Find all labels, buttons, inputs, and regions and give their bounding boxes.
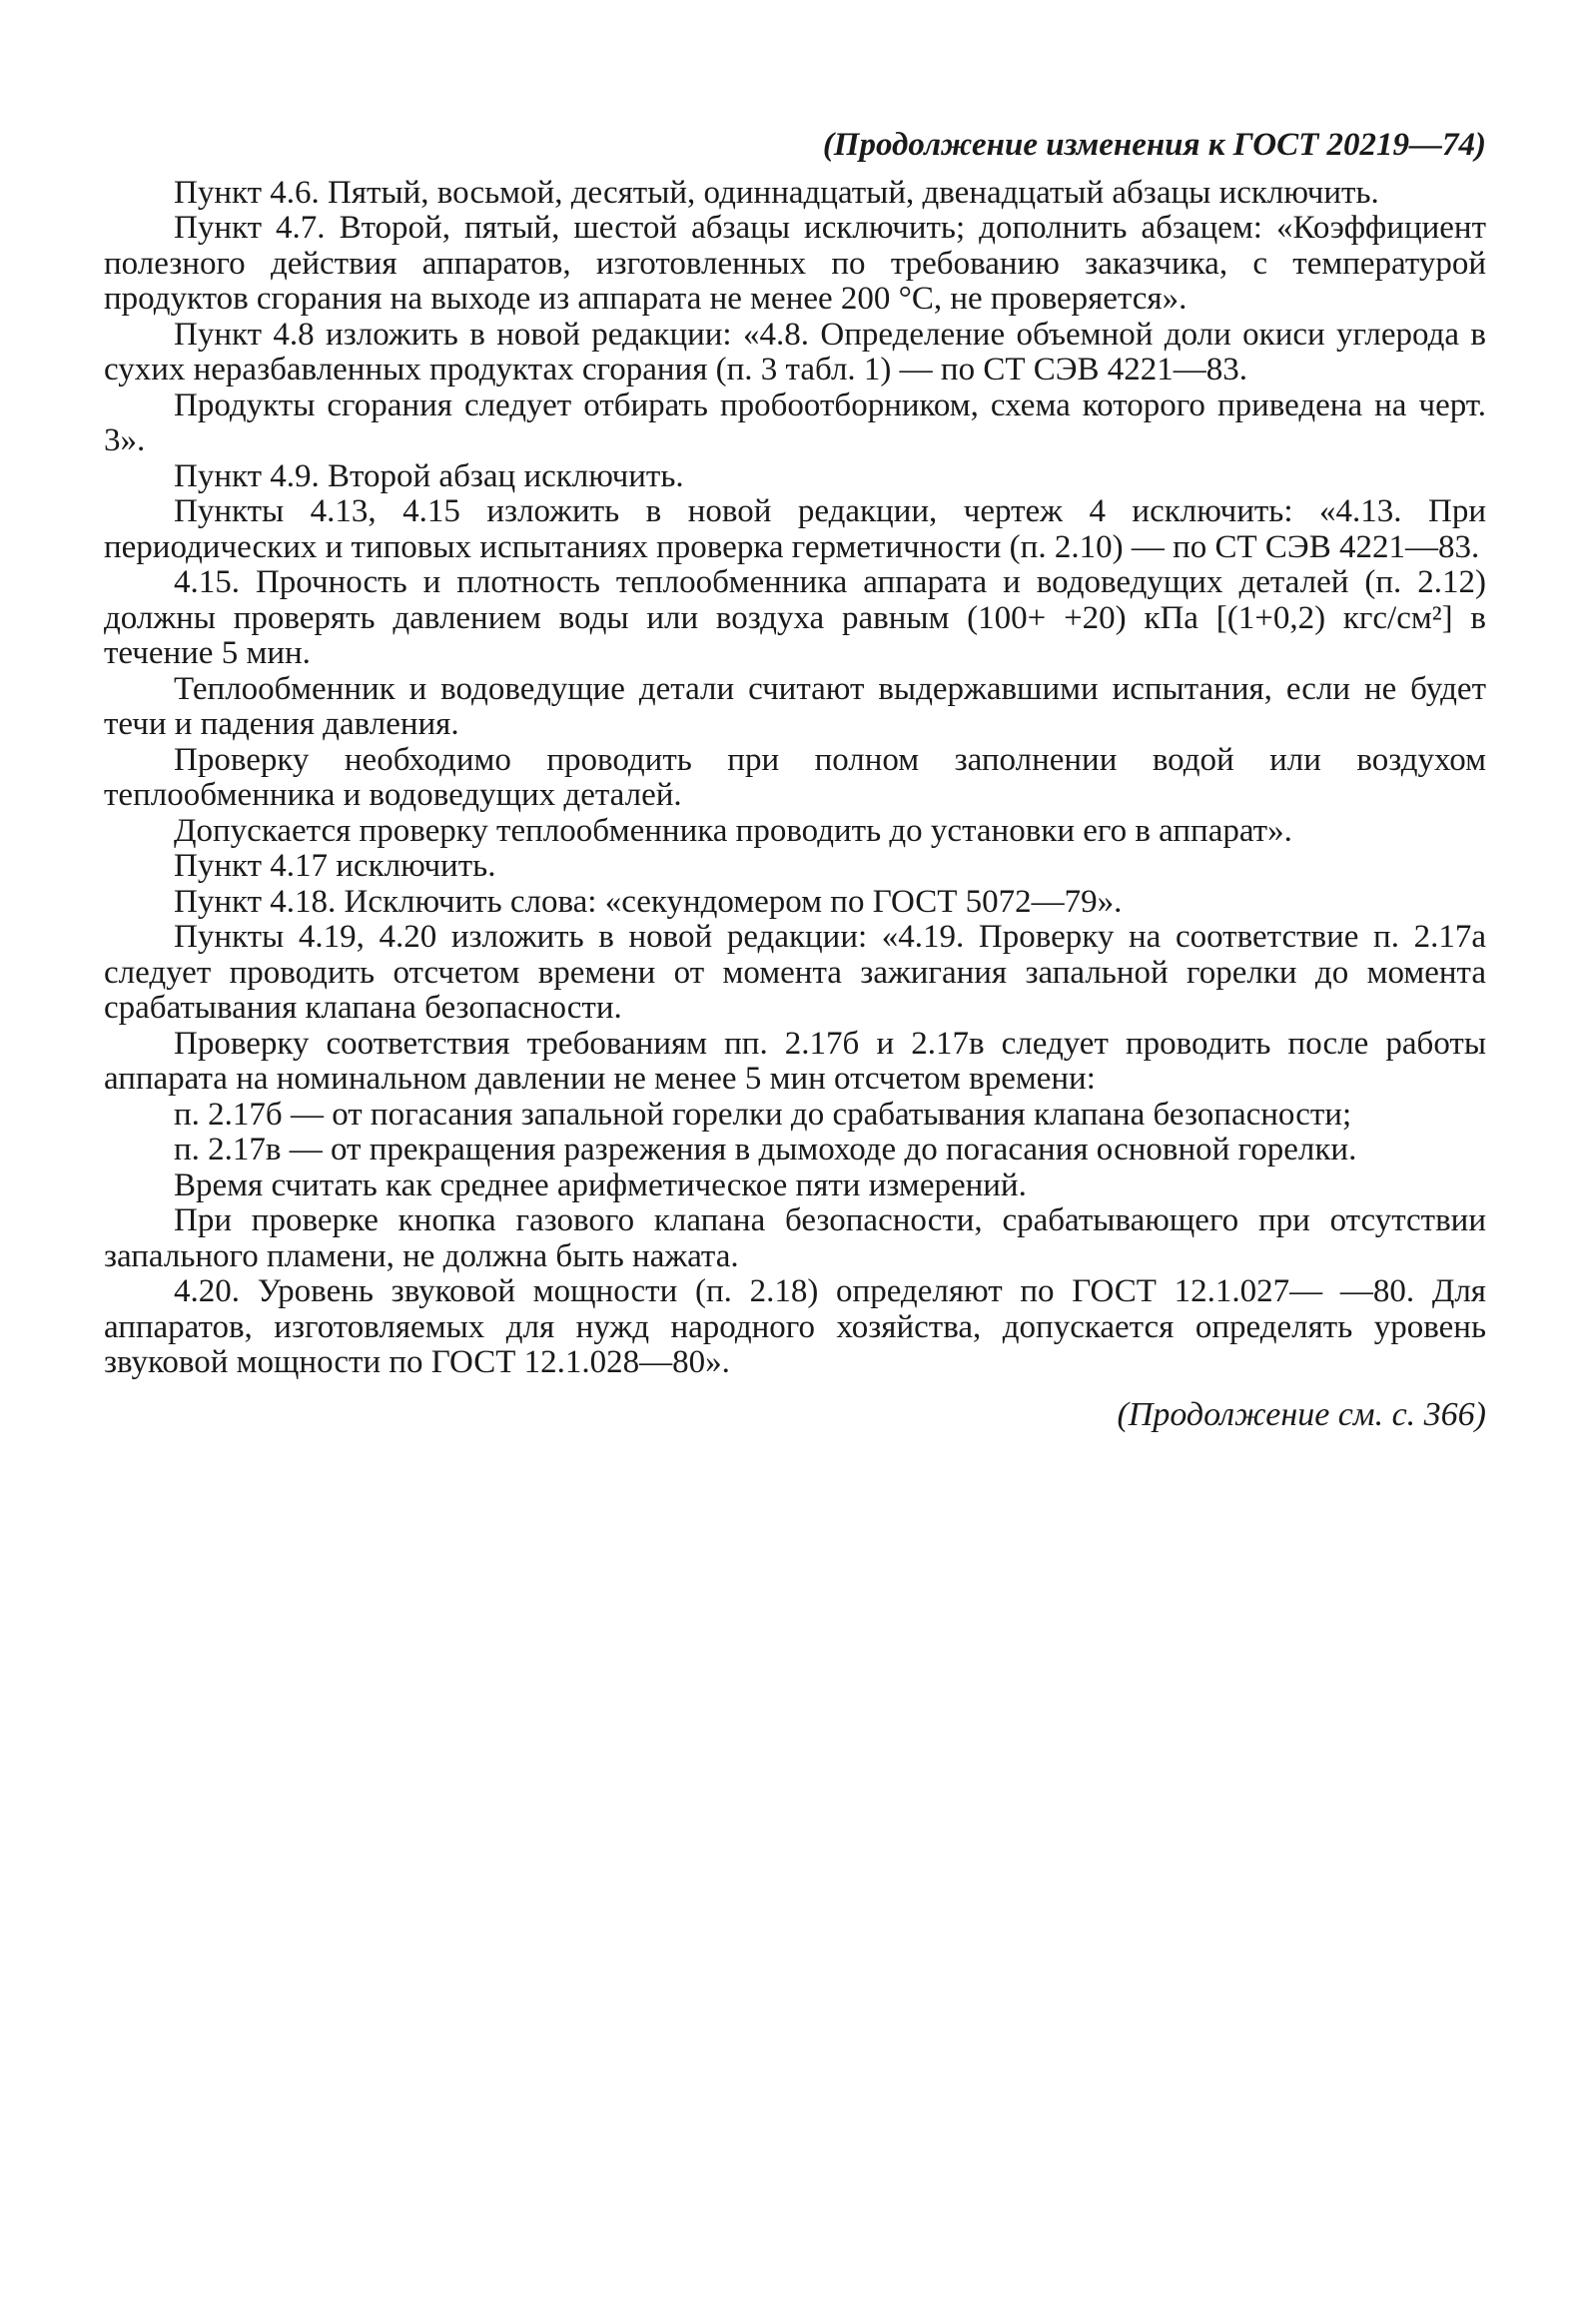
paragraph: Время считать как среднее арифметическое пяти измерений. [174,1166,1027,1203]
paragraph: Пункт 4.8 изложить в новой редакции: «4.8. Определение объемной доли окиси углерода в сухих неразбавленных продуктах сгорания (п. 3 табл. 1) — по СТ СЭВ 4221—83. [104,316,1486,387]
paragraph: При проверке кнопка газового клапана безопасности, срабатывающего при отсутствии запального пламени, не должна быть нажата. [104,1202,1486,1274]
paragraph: 4.15. Прочность и плотность теплообменника аппарата и водоведущих деталей (п. 2.12) должны проверять давлением воды или воздуха равным (100+ +20) кПа [(1+0,2) кгс/см²] в течение 5 мин. [104,564,1486,671]
paragraph: Продукты сгорания следует отбирать пробоотборником, схема которого приведена на черт. 3». [104,387,1486,458]
paragraph: Пункты 4.13, 4.15 изложить в новой редакции, чертеж 4 исключить: «4.13. При периодических и типовых испытаниях проверка герметичности (п. 2.10) — по СТ СЭВ 4221—83. [104,493,1486,565]
paragraph: Пункты 4.19, 4.20 изложить в новой редакции: «4.19. Проверку на соответствие п. 2.17а следует проводить отсчетом времени от момента зажигания запальной горелки до момента срабатывания клапана безопасности. [104,919,1486,1026]
paragraph: Проверку соответствия требованиям пп. 2.17б и 2.17в следует проводить после работы аппарата на номинальном давлении не менее 5 мин отсчетом времени: [104,1025,1486,1097]
paragraph: Проверку необходимо проводить при полном заполнении водой или воздухом теплообменника и водоведущих деталей. [104,741,1486,813]
paragraph: Пункт 4.17 исключить. [174,848,496,884]
document-body [104,176,1486,1381]
paragraph: Пункт 4.7. Второй, пятый, шестой абзацы исключить; дополнить абзацем: «Коэффициент полезного действия аппаратов, изготовленных по требованию заказчика, с температурой продуктов сгорания на выходе из аппарата не менее 200 °С, не проверяется». [104,210,1486,317]
paragraph: п. 2.17б — от погасания запальной горелки до срабатывания клапана безопасности; [174,1096,1352,1133]
paragraph: Теплообменник и водоведущие детали считают выдержавшими испытания, если не будет течи и падения давления. [104,670,1486,742]
paragraph: Пункт 4.18. Исключить слова: «секундомером по ГОСТ 5072—79». [174,883,1123,920]
paragraph: п. 2.17в — от прекращения разрежения в дымоходе до погасания основной горелки. [174,1132,1357,1167]
page-footer: (Продолжение см. с. 366) [1117,1395,1486,1433]
document-page [104,128,1486,1432]
page-header: (Продолжение изменения к ГОСТ 20219—74) [822,127,1486,163]
paragraph: Пункт 4.6. Пятый, восьмой, десятый, одиннадцатый, двенадцатый абзацы исключить. [174,174,1379,211]
paragraph: 4.20. Уровень звуковой мощности (п. 2.18) определяют по ГОСТ 12.1.027— —80. Для аппаратов, изготовляемых для нужд народного хозяйства, допускается определять уровень звуковой мощности по ГОСТ 12.1.028—80». [104,1273,1486,1380]
paragraph: Допускается проверку теплообменника проводить до установки его в аппарат». [174,812,1292,849]
paragraph: Пункт 4.9. Второй абзац исключить. [174,457,684,494]
